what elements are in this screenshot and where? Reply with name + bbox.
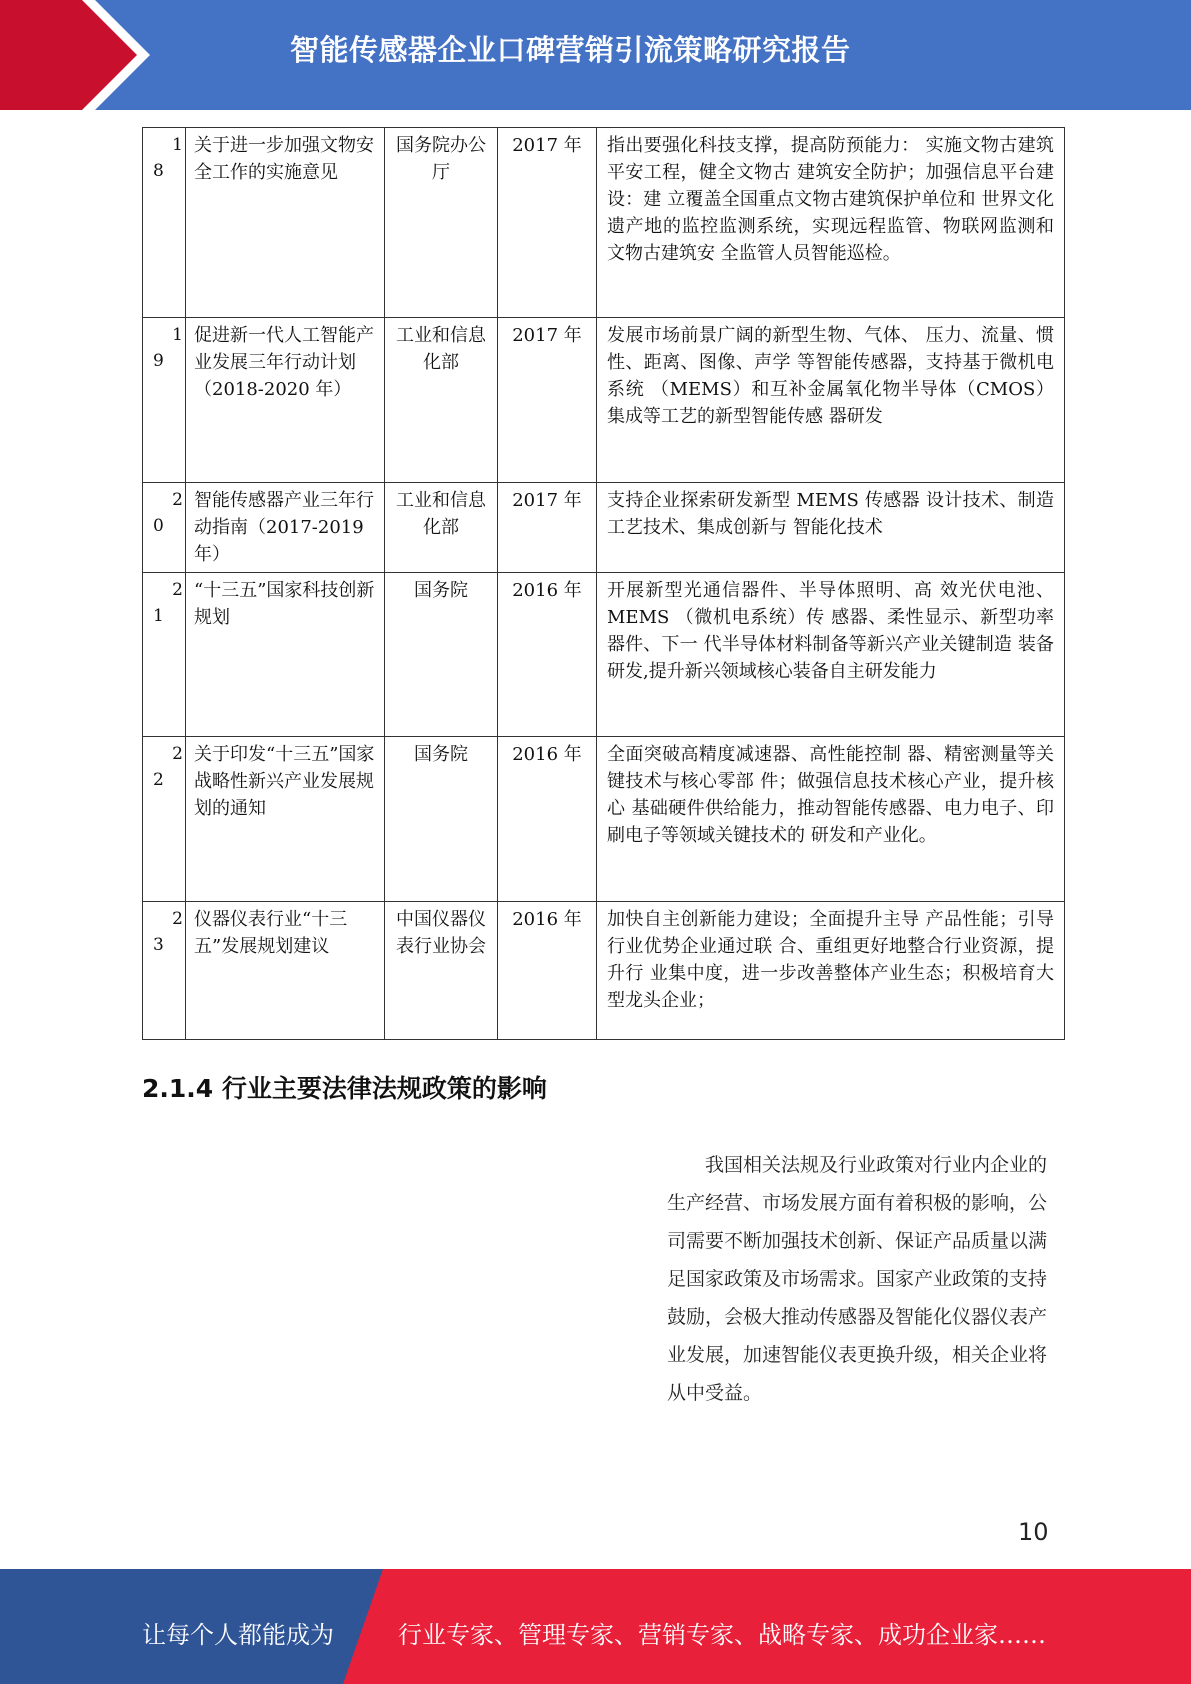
footer-slogan-right: 行业专家、管理专家、营销专家、战略专家、成功企业家…… [398, 1621, 1046, 1649]
policy-content: 开展新型光通信器件、半导体照明、高 效光伏电池、MEMS （微机电系统）传 感器、柔性显示、新型功率器件、下一 代半导体材料制备等新兴产业关键制造 装备研发,提升新兴领域核心装备自主研发能力 [597, 573, 1065, 737]
policy-name: 促进新一代人工智能产业发展三年行动计划（2018-2020 年） [186, 318, 385, 483]
issuing-org: 国务院 [385, 737, 498, 902]
policy-content: 全面突破高精度减速器、高性能控制 器、精密测量等关键技术与核心零部 件；做强信息技术核心产业，提升核心 基础硬件供给能力，推动智能传感器、电力电子、印刷电子等领域关键技术的 研发和产业化。 [597, 737, 1065, 902]
row-number: 2 1 [143, 573, 186, 737]
policy-name: 关于印发“十三五”国家战略性新兴产业发展规划的通知 [186, 737, 385, 902]
issue-year: 2017 年 [498, 483, 597, 573]
policy-name: “十三五”国家科技创新规划 [186, 573, 385, 737]
issue-year: 2017 年 [498, 318, 597, 483]
table-row [143, 128, 1065, 318]
policy-table [142, 127, 1065, 1040]
issue-year: 2016 年 [498, 902, 597, 1040]
table-row [143, 318, 1065, 483]
row-number: 2 0 [143, 483, 186, 573]
section-heading: 2.1.4 行业主要法律法规政策的影响 [142, 1074, 547, 1103]
page-number: 10 [1018, 1518, 1049, 1546]
row-number: 1 8 [143, 128, 186, 318]
policy-name: 关于进一步加强文物安全工作的实施意见 [186, 128, 385, 318]
policy-content: 发展市场前景广阔的新型生物、气体、 压力、流量、惯性、距离、图像、声学 等智能传感器，支持基于微机电系统 （MEMS）和互补金属氧化物半导体（CMOS）集成等工艺的新型智能传感 器研发 [597, 318, 1065, 483]
policy-content: 支持企业探索研发新型 MEMS 传感器 设计技术、制造工艺技术、集成创新与 智能化技术 [597, 483, 1065, 573]
issue-year: 2016 年 [498, 573, 597, 737]
table-row [143, 902, 1065, 1040]
page-footer [0, 1569, 1191, 1684]
table-row [143, 737, 1065, 902]
row-number: 2 3 [143, 902, 186, 1040]
issuing-org: 工业和信息化部 [385, 483, 498, 573]
issuing-org: 中国仪器仪表行业协会 [385, 902, 498, 1040]
issue-year: 2016 年 [498, 737, 597, 902]
issuing-org: 国务院办公厅 [385, 128, 498, 318]
issuing-org: 工业和信息化部 [385, 318, 498, 483]
row-number: 1 9 [143, 318, 186, 483]
body-paragraph: 我国相关法规及行业政策对行业内企业的生产经营、市场发展方面有着积极的影响，公司需要不断加强技术创新、保证产品质量以满足国家政策及市场需求。国家产业政策的支持鼓励，会极大推动传感器及智能化仪器仪表产业发展，加速智能仪表更换升级，相关企业将从中受益。 [667, 1154, 1048, 1404]
policy-name: 仪器仪表行业“十三五”发展规划建议 [186, 902, 385, 1040]
issuing-org: 国务院 [385, 573, 498, 737]
policy-name: 智能传感器产业三年行动指南（2017-2019 年） [186, 483, 385, 573]
header-arrow-decoration [0, 0, 160, 110]
policy-content: 加快自主创新能力建设；全面提升主导 产品性能；引导行业优势企业通过联 合、重组更好地整合行业资源，提升行 业集中度，进一步改善整体产业生态；积极培育大型龙头企业； [597, 902, 1065, 1040]
table-row [143, 483, 1065, 573]
policy-content: 指出要强化科技支撑，提高防预能力： 实施文物古建筑平安工程，健全文物古 建筑安全防护；加强信息平台建设：建 立覆盖全国重点文物古建筑保护单位和 世界文化遗产地的监控监测系统，实现远程监管、物联网监测和文物古建筑安 全监管人员智能巡检。 [597, 128, 1065, 318]
issue-year: 2017 年 [498, 128, 597, 318]
table-row [143, 573, 1065, 737]
footer-slogan-left: 让每个人都能成为 [142, 1621, 334, 1649]
row-number: 2 2 [143, 737, 186, 902]
page-header [0, 0, 1191, 110]
document-title: 智能传感器企业口碑营销引流策略研究报告 [290, 33, 851, 67]
